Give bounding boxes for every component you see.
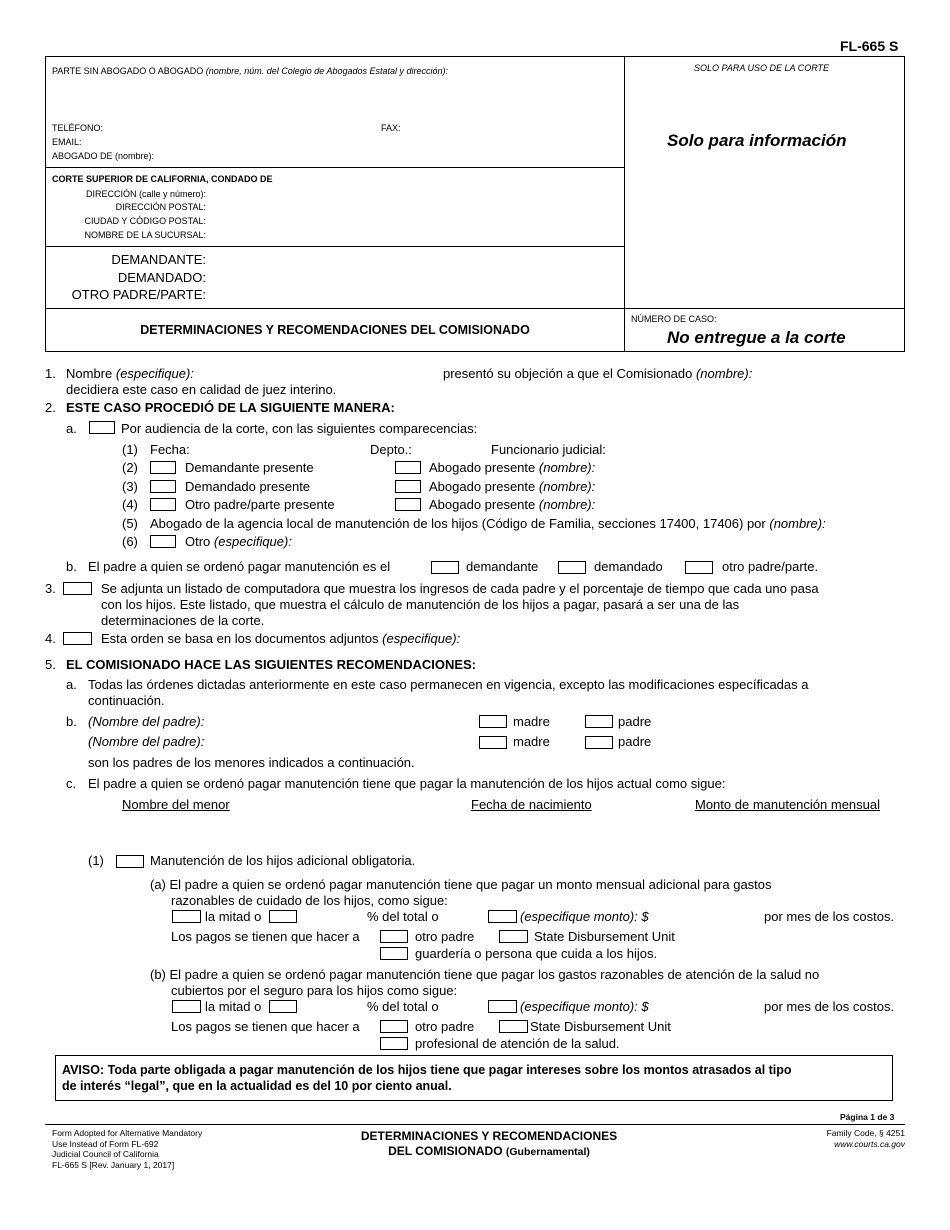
abogado-presente-4-checkbox[interactable] [395, 498, 421, 511]
demandante-input[interactable] [210, 251, 610, 266]
s3-checkbox[interactable] [63, 582, 92, 595]
padre2-madre-checkbox[interactable] [479, 736, 507, 749]
direccion-postal-input[interactable] [210, 201, 610, 213]
otro-presente-label: Otro padre/parte presente [185, 497, 335, 512]
c1-text: Manutención de los hijos adicional obligatoria. [150, 853, 416, 868]
c1b-pct-label: % del total o [367, 999, 439, 1014]
s5a-line1: Todas las órdenes dictadas anteriormente en este caso permanecen en vigencia, excepto las modificaciones específicadas a [88, 677, 809, 692]
footer-adopted: Form Adopted for Alternative Mandatory Use Instead of Form FL-692 Judicial Council of California FL-665 S [Rev. January 1, 2017] [52, 1128, 203, 1170]
s1-presento: presentó su objeción a que el Comisionado (nombre): [443, 366, 753, 381]
s2b-demandado-checkbox[interactable] [558, 561, 586, 574]
caption-line-3 [45, 308, 905, 309]
padre1-madre-label: madre [513, 714, 550, 729]
c1a-mitad-checkbox[interactable] [172, 910, 201, 923]
s5a-line2: continuación. [88, 693, 165, 708]
c1b-line2: cubiertos por el seguro para los hijos como sigue: [171, 983, 458, 998]
otro-padre-input[interactable] [210, 286, 610, 301]
s5c-text: El padre a quien se ordenó pagar manutención tiene que pagar la manutención de los hijos actual como sigue: [88, 776, 726, 791]
padre1-padre-label: padre [618, 714, 652, 729]
otro-input[interactable] [302, 533, 892, 548]
c1b-monto-checkbox[interactable] [488, 1000, 517, 1013]
s2a1-number: (1) [122, 442, 138, 457]
fax-label: FAX: [381, 123, 401, 133]
s2-number: 2. [45, 400, 56, 415]
c1a-otro-padre-label: otro padre [415, 929, 475, 944]
direccion-postal-label: DIRECCIÓN POSTAL: [115, 202, 206, 212]
email-label: EMAIL: [52, 137, 82, 147]
c1b-por-mes-label: por mes de los costos. [764, 999, 895, 1014]
otro-presente-checkbox[interactable] [150, 498, 176, 511]
footer-rule [45, 1124, 905, 1125]
padre1-padre-checkbox[interactable] [585, 715, 613, 728]
abogado-presente-2-checkbox[interactable] [395, 461, 421, 474]
col-fecha-nacimiento: Fecha de nacimiento [471, 797, 592, 812]
s1-nombre: Nombre (especifique): [66, 366, 194, 381]
s2b-demandante-label: demandante [466, 559, 539, 574]
s2a5-number: (5) [122, 516, 138, 531]
case-number-label: NÚMERO DE CASO: [631, 314, 717, 324]
s5b-line3: son los padres de los menores indicados a continuación. [88, 755, 415, 770]
abogado-de-input[interactable] [160, 149, 610, 161]
fecha-label: Fecha: [150, 442, 190, 457]
s3-line1: Se adjunta un listado de computadora que muestra los ingresos de cada padre y el porcentaje de tiempo que cada uno pasa [101, 581, 819, 596]
demandado-presente-label: Demandado presente [185, 479, 311, 494]
col-monto-mensual: Monto de manutención mensual [695, 797, 881, 812]
s2a-text: Por audiencia de la corte, con las siguientes comparecencias: [121, 421, 478, 436]
s4-text: Esta orden se basa en los documentos adjuntos (especifique): [101, 631, 461, 646]
c1b-pct-input[interactable] [300, 998, 362, 1013]
padre1-madre-checkbox[interactable] [479, 715, 507, 728]
county-input[interactable] [322, 172, 612, 184]
s3-line2: con los hijos. Este listado, que muestra el cálculo de manutención de los hijos a pagar, pasará a ser una de las [101, 597, 740, 612]
padre2-padre-checkbox[interactable] [585, 736, 613, 749]
abogado-presente-4-label: Abogado presente (nombre): [429, 497, 596, 512]
s2b-text: El padre a quien se ordenó pagar manutención es el [88, 559, 391, 574]
c1a-otro-padre-checkbox[interactable] [380, 930, 408, 943]
telefono-input[interactable] [110, 121, 370, 133]
s2b-letter: b. [66, 559, 77, 574]
s1-line2: decidiera este caso en calidad de juez interino. [66, 382, 337, 397]
s5-number: 5. [45, 657, 56, 672]
demandado-input[interactable] [210, 269, 610, 284]
fax-input[interactable] [405, 121, 615, 133]
c1a-guarderia-checkbox[interactable] [380, 947, 408, 960]
form-title: DETERMINACIONES Y RECOMENDACIONES DEL COMISIONADO [140, 323, 530, 337]
padre2-madre-label: madre [513, 734, 550, 749]
abogado-presente-3-label: Abogado presente (nombre): [429, 479, 596, 494]
s3-number: 3. [45, 581, 56, 596]
s1-number: 1. [45, 366, 56, 381]
padre2-input[interactable] [218, 733, 473, 748]
fecha-input[interactable] [196, 441, 366, 456]
c1b-otro-padre-label: otro padre [415, 1019, 475, 1034]
sucursal-input[interactable] [210, 229, 610, 241]
otro-label: Otro (especifique): [185, 534, 292, 549]
no-entregue-label: No entregue a la corte [667, 328, 846, 347]
c1a-pct-label: % del total o [367, 909, 439, 924]
demandado-label: DEMANDADO: [117, 270, 206, 285]
court-name-label: CORTE SUPERIOR DE CALIFORNIA, CONDADO DE [52, 174, 273, 184]
s2a2-number: (2) [122, 460, 138, 475]
c1b-monto-label: (especifique monto): $ [520, 999, 649, 1014]
sucursal-label: NOMBRE DE LA SUCURSAL: [84, 230, 206, 240]
c1a-mitad-label: la mitad o [205, 909, 262, 924]
c1b-monto-input[interactable] [662, 998, 758, 1013]
c1a-pct-input[interactable] [300, 908, 362, 923]
depto-input[interactable] [418, 441, 488, 456]
c1a-line1: (a) El padre a quien se ordenó pagar manutención tiene que pagar un monto mensual adicional para gastos [150, 877, 772, 892]
padre1-label: (Nombre del padre): [88, 714, 205, 729]
children-table-input[interactable] [120, 814, 900, 846]
s5b-letter: b. [66, 714, 77, 729]
s4-input[interactable] [492, 630, 892, 645]
padre1-input[interactable] [218, 713, 473, 728]
s2b-otro-checkbox[interactable] [685, 561, 713, 574]
c1a-monto-label: (especifique monto): $ [520, 909, 649, 924]
court-use-label: SOLO PARA USO DE LA CORTE [694, 63, 830, 73]
party-input[interactable] [52, 80, 612, 118]
c1b-pct-checkbox[interactable] [269, 1000, 297, 1013]
c1b-mitad-checkbox[interactable] [172, 1000, 201, 1013]
ciudad-label: CIUDAD Y CÓDIGO POSTAL: [84, 216, 206, 226]
footer-title: DETERMINACIONES Y RECOMENDACIONES DEL COMISIONADO (Gubernamental) [360, 1129, 618, 1158]
c1b-sdu-checkbox[interactable] [499, 1020, 528, 1033]
depto-label: Depto.: [370, 442, 412, 457]
padre2-padre-label: padre [618, 734, 652, 749]
s2a-letter: a. [66, 421, 77, 436]
c1-checkbox[interactable] [116, 855, 144, 868]
c1a-line2: razonables de cuidado de los hijos, como sigue: [171, 893, 448, 908]
s4-number: 4. [45, 631, 56, 646]
s2b-otro-label: otro padre/parte. [722, 559, 819, 574]
padre2-label: (Nombre del padre): [88, 734, 205, 749]
abogado-presente-3-checkbox[interactable] [395, 480, 421, 493]
c1a-sdu-label: State Disbursement Unit [534, 929, 675, 944]
demandante-label: DEMANDANTE: [111, 252, 206, 267]
s2a4-number: (4) [122, 497, 138, 512]
funcionario-input[interactable] [618, 441, 898, 456]
otro-padre-label: OTRO PADRE/PARTE: [71, 287, 206, 302]
footer-code: Family Code, § 4251 www.courts.ca.gov [826, 1128, 905, 1149]
c1a-por-mes-label: por mes de los costos. [764, 909, 895, 924]
aviso-line2: de interés “legal”, que en la actualidad es del 10 por ciento anual. [62, 1079, 452, 1093]
c1b-profesional-label: profesional de atención de la salud. [415, 1036, 620, 1051]
ciudad-input[interactable] [210, 215, 610, 227]
s5a-letter: a. [66, 677, 77, 692]
c1b-otro-padre-checkbox[interactable] [380, 1020, 408, 1033]
demandante-presente-checkbox[interactable] [150, 461, 176, 474]
direccion-label: DIRECCIÓN (calle y número): [85, 189, 206, 199]
email-input[interactable] [90, 135, 610, 147]
c1a-pagos-label: Los pagos se tienen que hacer a [171, 929, 360, 944]
telefono-label: TELÉFONO: [52, 123, 104, 133]
col-nombre-menor: Nombre del menor [122, 797, 230, 812]
form-id: FL-665 S [840, 38, 899, 54]
c1b-pagos-label: Los pagos se tienen que hacer a [171, 1019, 360, 1034]
s4-checkbox[interactable] [63, 632, 92, 645]
c1a-monto-input[interactable] [662, 908, 758, 923]
caption-line-2 [45, 246, 625, 247]
funcionario-label: Funcionario judicial: [491, 442, 606, 457]
page-number: Página 1 de 3 [840, 1112, 895, 1122]
c1b-line1: (b) El padre a quien se ordenó pagar manutención tiene que pagar los gastos razonables de atención de la salud no [150, 967, 820, 982]
info-only-label: Solo para información [667, 131, 847, 150]
demandante-presente-label: Demandante presente [185, 460, 314, 475]
abogado-presente-2-label: Abogado presente (nombre): [429, 460, 596, 475]
party-label: PARTE SIN ABOGADO O ABOGADO (nombre, núm. del Colegio de Abogados Estatal y dirección): [52, 66, 449, 76]
s2-title: ESTE CASO PROCEDIÓ DE LA SIGUIENTE MANERA: [66, 400, 395, 415]
c1b-profesional-checkbox[interactable] [380, 1037, 408, 1050]
caption-line-1 [45, 167, 625, 168]
c1-number: (1) [88, 853, 104, 868]
s1-commissioner-input[interactable] [780, 365, 900, 380]
demandado-presente-checkbox[interactable] [150, 480, 176, 493]
s5c-letter: c. [66, 776, 77, 791]
c1a-guarderia-label: guardería o persona que cuida a los hijos. [415, 946, 658, 961]
s5-title: EL COMISIONADO HACE LAS SIGUIENTES RECOMENDACIONES: [66, 657, 477, 672]
c1a-monto-checkbox[interactable] [488, 910, 517, 923]
s2b-demandante-checkbox[interactable] [431, 561, 459, 574]
agencia-label: Abogado de la agencia local de manutención de los hijos (Código de Familia, secciones 17400, 17406) por (nombre): [150, 516, 826, 531]
c1a-sdu-checkbox[interactable] [499, 930, 528, 943]
s2a3-number: (3) [122, 479, 138, 494]
otro-checkbox[interactable] [150, 535, 176, 548]
s2a6-number: (6) [122, 534, 138, 549]
c1b-mitad-label: la mitad o [205, 999, 262, 1014]
s2a-checkbox[interactable] [89, 421, 115, 434]
c1b-sdu-label: State Disbursement Unit [530, 1019, 671, 1034]
s2b-demandado-label: demandado [594, 559, 663, 574]
abogado-de-label: ABOGADO DE (nombre): [52, 151, 155, 161]
aviso-line1: AVISO: Toda parte obligada a pagar manutención de los hijos tiene que pagar intereses sobre los montos atrasados al tipo [62, 1063, 792, 1077]
c1a-pct-checkbox[interactable] [269, 910, 297, 923]
s3-line3: determinaciones de la corte. [101, 613, 265, 628]
s1-name-input[interactable] [206, 365, 436, 380]
direccion-input[interactable] [210, 188, 610, 200]
